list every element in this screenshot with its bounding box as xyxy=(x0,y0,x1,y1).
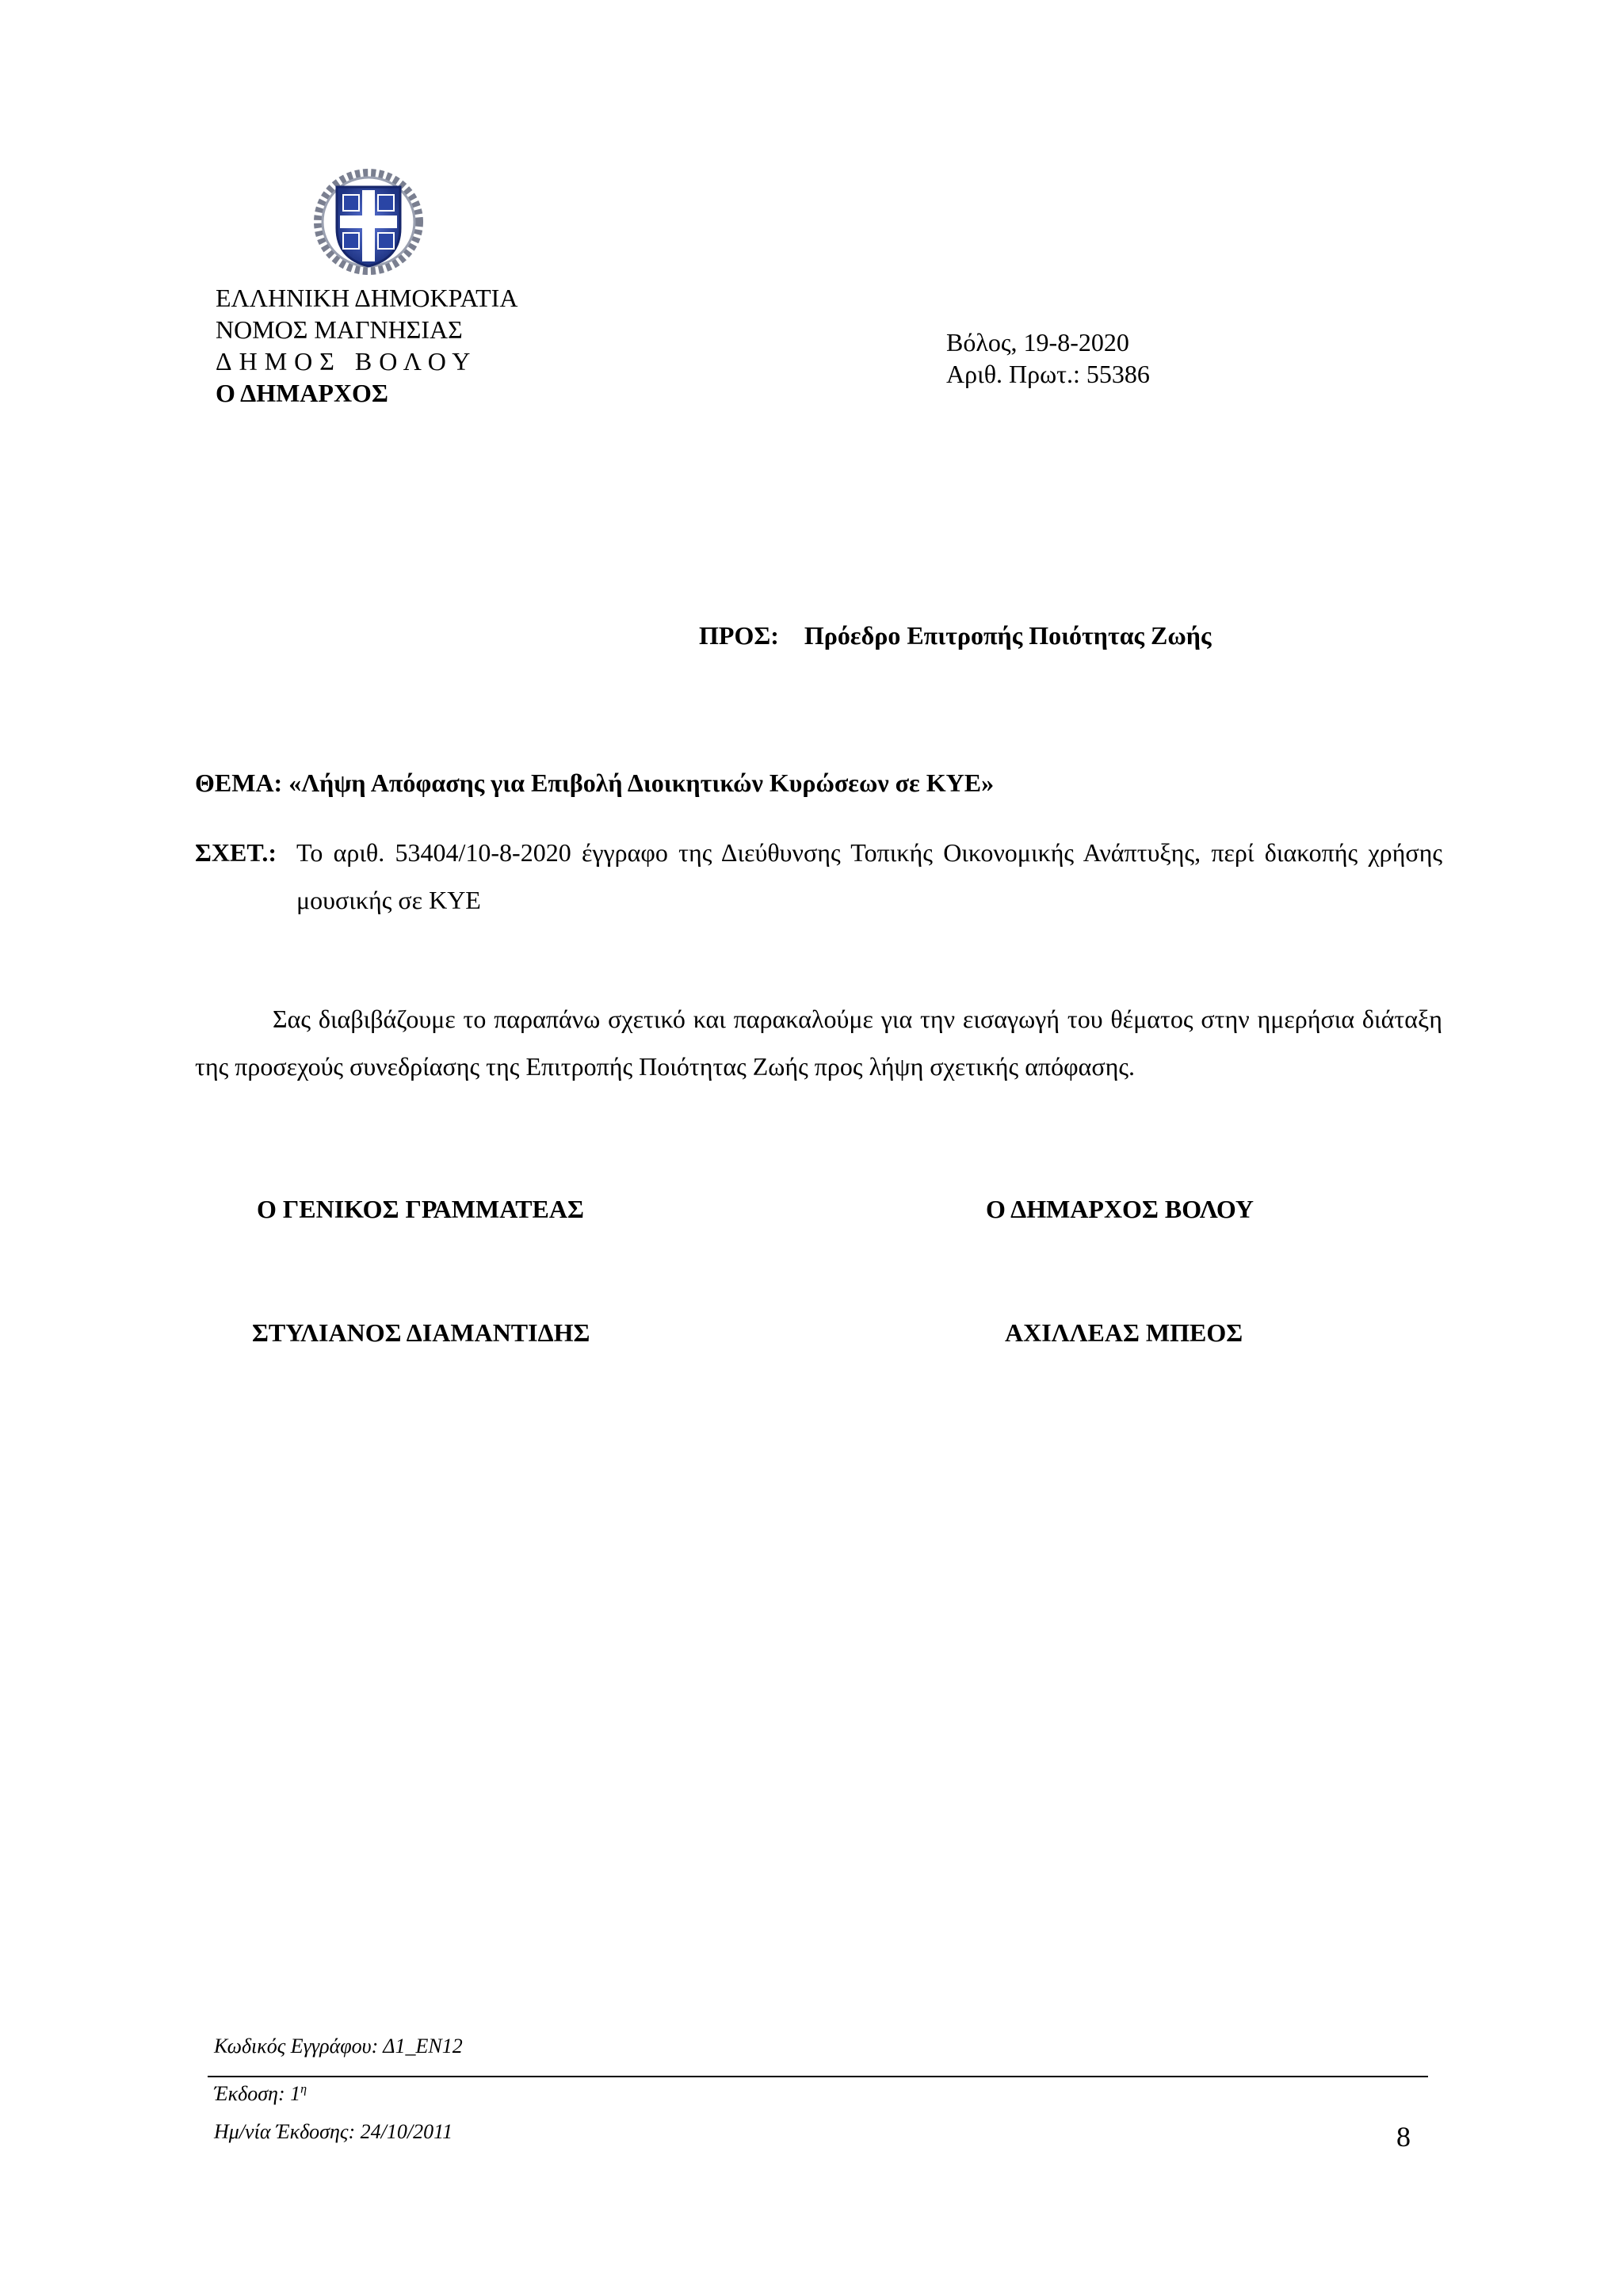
subject-line xyxy=(195,769,994,798)
header-line-municipality: ΔΗΜΟΣ ΒΟΛΟΥ xyxy=(216,347,478,376)
place-date: Βόλος, 19-8-2020 xyxy=(946,328,1129,357)
date-protocol-block xyxy=(946,326,1150,390)
signature-title-mayor: Ο ΔΗΜΑΡΧΟΣ ΒΟΛΟΥ xyxy=(986,1195,1254,1223)
protocol-number: Αριθ. Πρωτ.: 55386 xyxy=(946,360,1150,388)
footer-edition-sup: η xyxy=(300,2082,307,2096)
header-line-prefecture: ΝΟΜΟΣ ΜΑΓΝΗΣΙΑΣ xyxy=(216,315,463,344)
reference-value: Το αριθ. 53404/10-8-2020 έγγραφο της Διεύθυνσης Τοπικής Οικονομικής Ανάπτυξης, περί διακοπής χρήσης μουσικής σε ΚΥΕ xyxy=(296,838,1442,914)
signature-name-secretary: ΣΤΥΛΙΑΝΟΣ ΔΙΑΜΑΝΤΙΔΗΣ xyxy=(252,1318,590,1347)
body-paragraph: Σας διαβιβάζουμε το παραπάνω σχετικό και παρακαλούμε για την εισαγωγή του θέματος στην ημερήσια διάταξη της προσεχούς συνεδρίασης της Επιτροπής Ποιότητας Ζωής προς λήψη σχετικής απόφασης. xyxy=(195,1005,1442,1081)
footer-edition-text: Έκδοση: 1 xyxy=(214,2082,301,2105)
header-line-mayor: Ο ΔΗΜΑΡΧΟΣ xyxy=(216,379,388,407)
reference-label: ΣΧΕΤ.: xyxy=(195,838,277,867)
page-number: 8 xyxy=(1396,2121,1411,2153)
subject-label: ΘΕΜΑ: xyxy=(195,769,283,797)
recipient-label: ΠΡΟΣ: xyxy=(699,621,779,650)
subject-value: «Λήψη Απόφασης για Επιβολή Διοικητικών Κυρώσεων σε ΚΥΕ» xyxy=(288,769,995,797)
signature-title-secretary: Ο ΓΕΝΙΚΟΣ ΓΡΑΜΜΑΤΕΑΣ xyxy=(257,1195,584,1223)
reference-block xyxy=(195,829,1442,924)
signature-name-mayor: ΑΧΙΛΛΕΑΣ ΜΠΕΟΣ xyxy=(1005,1318,1243,1347)
emblem-icon xyxy=(313,165,424,276)
header-line-republic: ΕΛΛΗΝΙΚΗ ΔΗΜΟΚΡΑΤΙΑ xyxy=(216,284,518,312)
footer-document-code: Κωδικός Εγγράφου: Δ1_ΕΝ12 xyxy=(214,2035,463,2058)
footer-edition xyxy=(214,2082,307,2106)
greek-republic-emblem xyxy=(313,165,424,276)
recipient-line xyxy=(699,621,1211,650)
footer-divider xyxy=(208,2076,1428,2077)
recipient-value: Πρόεδρο Επιτροπής Ποιότητας Ζωής xyxy=(804,621,1212,650)
footer-issue-date: Ημ/νία Έκδοσης: 24/10/2011 xyxy=(214,2120,453,2143)
issuer-header xyxy=(216,282,517,409)
